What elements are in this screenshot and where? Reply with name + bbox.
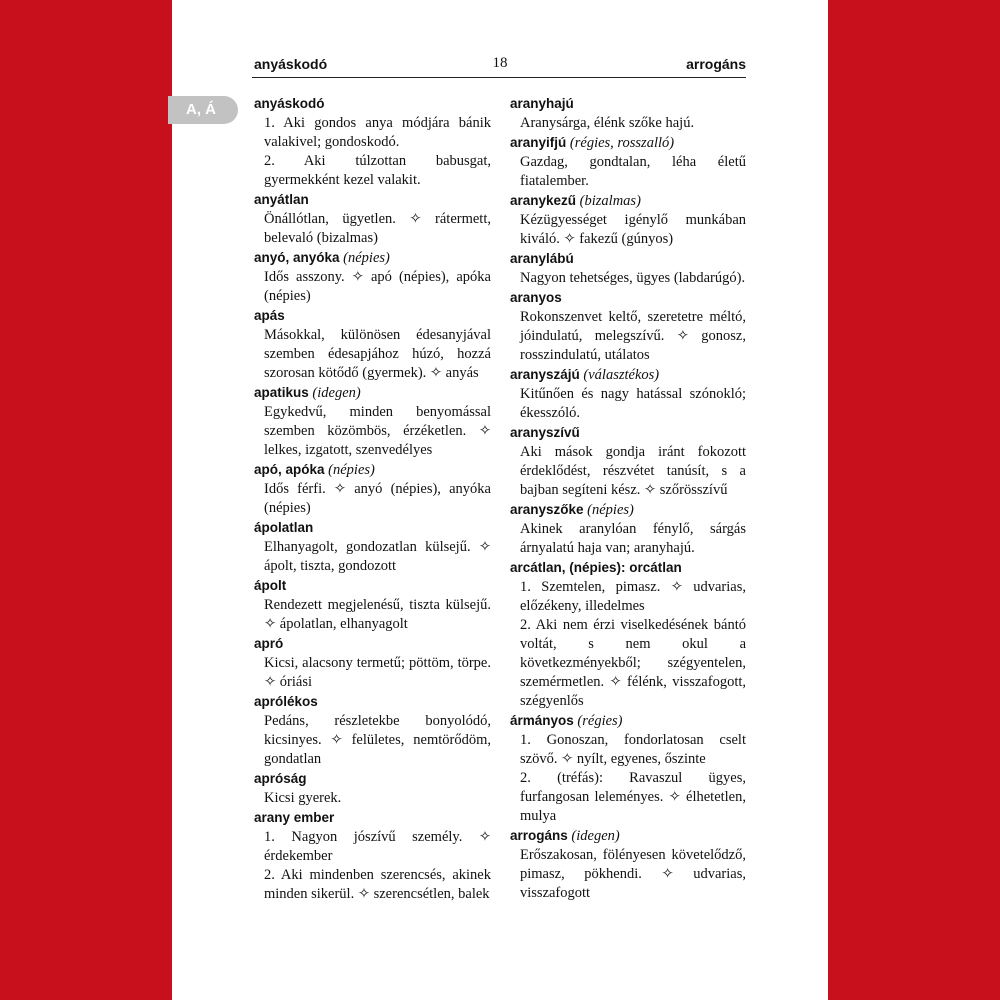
dictionary-entry bbox=[254, 518, 491, 576]
header-rule bbox=[252, 77, 746, 78]
letter-tab bbox=[168, 96, 238, 124]
entry-headword: apatikus bbox=[254, 385, 309, 400]
dictionary-entry bbox=[510, 133, 746, 191]
entry-headword: anyáskodó bbox=[254, 96, 325, 111]
entry-headword: apróság bbox=[254, 771, 307, 786]
entry-usage-label: (régies, rosszalló) bbox=[569, 135, 675, 151]
entry-definition: 2. Aki nem érzi viselkedésének bántó voltát, s nem okul a következményekből; szégyentelen, szemérmetlen. ✧ félénk, visszafogott, szégyenlős bbox=[520, 617, 746, 709]
entry-definition: 2. (tréfás): Ravaszul ügyes, furfangosan leleményes. ✧ élhetetlen, mulya bbox=[520, 770, 746, 824]
dictionary-entry bbox=[254, 383, 491, 460]
entry-usage-label: (népies) bbox=[343, 250, 390, 266]
entry-usage-label: (népies) bbox=[328, 462, 375, 478]
dictionary-entry bbox=[510, 826, 746, 903]
entry-definition: Erőszakosan, fölényesen követelődző, pimasz, pökhendi. ✧ udvarias, visszafogott bbox=[520, 847, 746, 901]
entry-headword: ápolatlan bbox=[254, 520, 314, 535]
right-column bbox=[510, 94, 746, 903]
dictionary-entry bbox=[510, 249, 746, 288]
entry-headword: anyó, anyóka bbox=[254, 250, 340, 265]
entry-headword: apró bbox=[254, 636, 284, 651]
dictionary-entry bbox=[254, 94, 491, 190]
entry-headword: aranyszívű bbox=[510, 425, 580, 440]
dictionary-entry bbox=[510, 365, 746, 423]
entry-definition: Akinek aranylóan fénylő, sárgás árnyalatú haja van; aranyhajú. bbox=[520, 521, 746, 556]
entry-headword: aranyhajú bbox=[510, 96, 574, 111]
entry-usage-label: (népies) bbox=[587, 502, 634, 518]
entry-usage-label: (idegen) bbox=[571, 828, 620, 844]
entry-headword: ápolt bbox=[254, 578, 287, 593]
entry-usage-label: (régies) bbox=[577, 713, 623, 729]
entry-definition: Másokkal, különösen édesanyjával szemben édesapjához húzó, hozzá szorosan kötődő (gyermek). ✧ anyás bbox=[264, 327, 491, 381]
dictionary-entry bbox=[254, 576, 491, 634]
entry-definition: Nagyon tehetséges, ügyes (labdarúgó). bbox=[520, 270, 746, 286]
entry-headword: apás bbox=[254, 308, 285, 323]
entry-definition: Gazdag, gondtalan, léha életű fiatalember. bbox=[520, 154, 746, 189]
running-head-left: anyáskodó bbox=[254, 56, 328, 72]
entry-definition: Pedáns, részletekbe bonyolódó, kicsinyes. ✧ felületes, nemtörődöm, gondatlan bbox=[264, 713, 491, 767]
entry-headword: aranyos bbox=[510, 290, 562, 305]
entry-definition: Önállótlan, ügyetlen. ✧ rátermett, belevaló (bizalmas) bbox=[264, 211, 491, 246]
dictionary-entry bbox=[254, 190, 491, 248]
entry-definition: Idős asszony. ✧ apó (népies), apóka (népies) bbox=[264, 269, 491, 304]
entry-headword: arany ember bbox=[254, 810, 335, 825]
left-column bbox=[254, 94, 491, 904]
dictionary-entry bbox=[510, 711, 746, 826]
entry-definition: Kitűnően és nagy hatással szónokló; ékesszóló. bbox=[520, 386, 746, 421]
entry-definition: Kicsi, alacsony termetű; pöttöm, törpe. ✧ óriási bbox=[264, 655, 491, 690]
letter-tab-label: A, Á bbox=[186, 101, 216, 118]
entry-usage-label: (idegen) bbox=[312, 385, 361, 401]
dictionary-entry bbox=[510, 500, 746, 558]
entry-headword: aranyszájú bbox=[510, 367, 580, 382]
entry-definition: Idős férfi. ✧ anyó (népies), anyóka (népies) bbox=[264, 481, 491, 516]
entry-headword: apó, apóka bbox=[254, 462, 325, 477]
entry-headword: ármányos bbox=[510, 713, 574, 728]
page-number: 18 bbox=[492, 55, 508, 71]
dictionary-entry bbox=[254, 692, 491, 769]
entry-definition: 1. Aki gondos anya módjára bánik valakivel; gondoskodó. bbox=[264, 115, 491, 150]
entry-definition: 1. Gonoszan, fondorlatosan cselt szövő. ✧ nyílt, egyenes, őszinte bbox=[520, 732, 746, 767]
entry-definition: Egykedvű, minden benyomással szemben közömbös, érzéketlen. ✧ lelkes, izgatott, szenvedélyes bbox=[264, 404, 491, 458]
dictionary-entry bbox=[254, 306, 491, 383]
entry-usage-label: (választékos) bbox=[583, 367, 660, 383]
entry-definition: 2. Aki túlzottan babusgat, gyermekként kezel valakit. bbox=[264, 153, 491, 188]
entry-headword: anyátlan bbox=[254, 192, 309, 207]
dictionary-entry bbox=[254, 248, 491, 306]
entry-definition: Elhanyagolt, gondozatlan külsejű. ✧ ápolt, tiszta, gondozott bbox=[264, 539, 491, 574]
entry-definition: Aranysárga, élénk szőke hajú. bbox=[520, 115, 695, 131]
entry-definition: Rendezett megjelenésű, tiszta külsejű. ✧ ápolatlan, elhanyagolt bbox=[264, 597, 491, 632]
entry-definition: Rokonszenvet keltő, szeretetre méltó, jóindulatú, melegszívű. ✧ gonosz, rosszindulatú, utálatos bbox=[520, 309, 746, 363]
entry-headword: aprólékos bbox=[254, 694, 318, 709]
entry-definition: 2. Aki mindenben szerencsés, akinek minden sikerül. ✧ szerencsétlen, balek bbox=[264, 867, 491, 902]
dictionary-entry bbox=[510, 191, 746, 249]
entry-definition: Kézügyességet igénylő munkában kiváló. ✧ fakezű (gúnyos) bbox=[520, 212, 746, 247]
entry-definition: Aki mások gondja iránt fokozott érdeklődést, részvétet tanúsít, s a bajban segíteni kész. ✧ szőrösszívű bbox=[520, 444, 746, 498]
entry-definition: Kicsi gyerek. bbox=[264, 790, 342, 806]
entry-definition: 1. Nagyon jószívű személy. ✧ érdekember bbox=[264, 829, 491, 864]
entry-headword: aranykezű bbox=[510, 193, 577, 208]
entry-headword: aranyszőke bbox=[510, 502, 584, 517]
dictionary-entry bbox=[254, 769, 491, 808]
running-head-right: arrogáns bbox=[686, 56, 746, 72]
dictionary-entry bbox=[254, 460, 491, 518]
dictionary-entry bbox=[510, 558, 746, 711]
entry-headword: aranylábú bbox=[510, 251, 574, 266]
entry-definition: 1. Szemtelen, pimasz. ✧ udvarias, előzékeny, illedelmes bbox=[520, 579, 746, 614]
dictionary-page bbox=[172, 0, 828, 1000]
dictionary-entry bbox=[254, 808, 491, 904]
entry-headword: aranyifjú bbox=[510, 135, 567, 150]
dictionary-entry bbox=[254, 634, 491, 692]
entry-headword: arcátlan, (népies): orcátlan bbox=[510, 560, 682, 575]
dictionary-entry bbox=[510, 423, 746, 500]
dictionary-entry bbox=[510, 288, 746, 365]
entry-headword: arrogáns bbox=[510, 828, 568, 843]
dictionary-entry bbox=[510, 94, 746, 133]
entry-usage-label: (bizalmas) bbox=[579, 193, 641, 209]
